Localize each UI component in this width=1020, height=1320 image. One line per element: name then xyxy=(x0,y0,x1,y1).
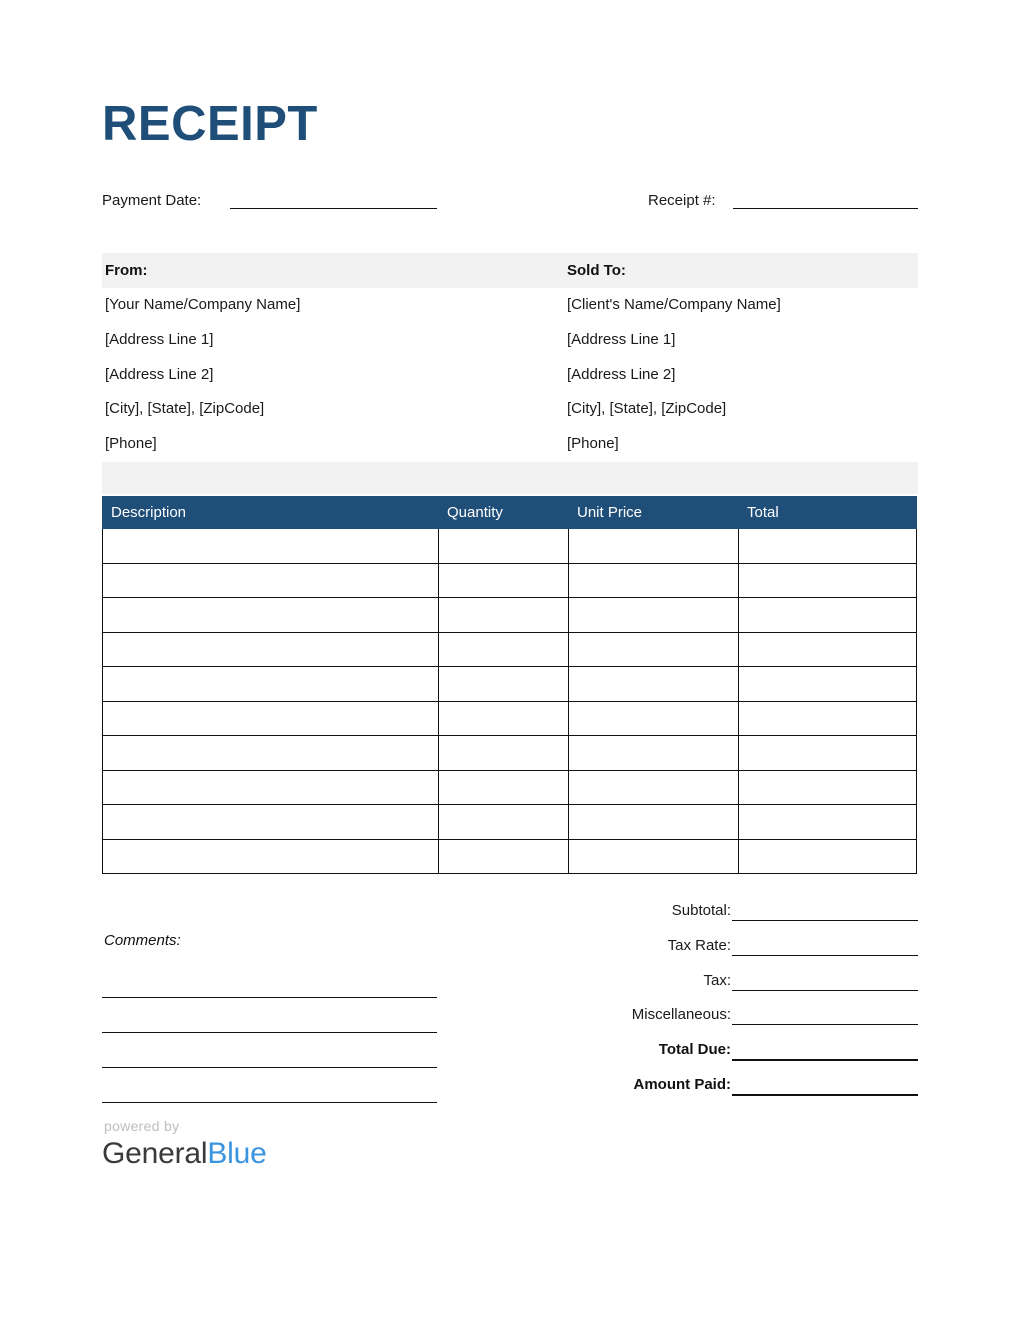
sold-to-address-line[interactable]: [City], [State], [ZipCode] xyxy=(567,400,727,418)
table-row xyxy=(103,598,917,633)
total-row-amount-paid xyxy=(542,1072,918,1107)
brand-name-first: General xyxy=(102,1137,208,1170)
table-row xyxy=(103,736,917,771)
from-header: From: xyxy=(105,262,148,279)
cell-total[interactable] xyxy=(739,529,917,564)
cell-description[interactable] xyxy=(103,839,439,874)
total-row-total-due xyxy=(542,1037,918,1072)
cell-unit-price[interactable] xyxy=(569,632,739,667)
subtotal-label: Subtotal: xyxy=(671,902,731,919)
cell-total[interactable] xyxy=(739,839,917,874)
tax-input[interactable] xyxy=(732,990,918,991)
address-body xyxy=(102,288,918,462)
cell-unit-price[interactable] xyxy=(569,805,739,840)
cell-total[interactable] xyxy=(739,736,917,771)
total-row-miscellaneous xyxy=(542,1002,918,1037)
cell-description[interactable] xyxy=(103,563,439,598)
table-row xyxy=(103,805,917,840)
line-items-table xyxy=(102,496,917,874)
from-address-line[interactable]: [Phone] xyxy=(105,435,157,453)
column-header-total: Total xyxy=(739,497,917,529)
cell-quantity[interactable] xyxy=(439,529,569,564)
receipt-meta-row xyxy=(102,190,918,218)
subtotal-input[interactable] xyxy=(732,920,918,921)
comments-input-line[interactable] xyxy=(102,1067,437,1068)
column-header-unit-price: Unit Price xyxy=(569,497,739,529)
table-row xyxy=(103,701,917,736)
cell-unit-price[interactable] xyxy=(569,563,739,598)
sold-to-header: Sold To: xyxy=(567,262,626,279)
cell-quantity[interactable] xyxy=(439,598,569,633)
cell-description[interactable] xyxy=(103,770,439,805)
comments-input-line[interactable] xyxy=(102,997,437,998)
cell-total[interactable] xyxy=(739,598,917,633)
total-row-tax-rate xyxy=(542,933,918,968)
receipt-number-label: Receipt #: xyxy=(648,192,716,209)
section-spacer-band xyxy=(102,462,918,494)
amount-paid-label: Amount Paid: xyxy=(633,1075,731,1093)
cell-quantity[interactable] xyxy=(439,563,569,598)
cell-total[interactable] xyxy=(739,632,917,667)
brand-name xyxy=(102,1137,402,1170)
cell-unit-price[interactable] xyxy=(569,598,739,633)
table-row xyxy=(103,667,917,702)
cell-unit-price[interactable] xyxy=(569,839,739,874)
tax-rate-input[interactable] xyxy=(732,955,918,956)
tax-label: Tax: xyxy=(703,971,731,989)
sold-to-address-line[interactable]: [Phone] xyxy=(567,435,619,453)
cell-quantity[interactable] xyxy=(439,839,569,874)
table-header-row xyxy=(103,497,917,529)
cell-description[interactable] xyxy=(103,529,439,564)
cell-unit-price[interactable] xyxy=(569,770,739,805)
payment-date-input[interactable] xyxy=(230,190,437,209)
payment-date-label: Payment Date: xyxy=(102,192,202,209)
cell-total[interactable] xyxy=(739,805,917,840)
sold-to-address-line[interactable]: [Address Line 2] xyxy=(567,365,676,383)
cell-description[interactable] xyxy=(103,701,439,736)
total-due-input[interactable] xyxy=(732,1059,918,1061)
cell-total[interactable] xyxy=(739,667,917,702)
cell-unit-price[interactable] xyxy=(569,701,739,736)
cell-quantity[interactable] xyxy=(439,701,569,736)
cell-unit-price[interactable] xyxy=(569,529,739,564)
miscellaneous-input[interactable] xyxy=(732,1024,918,1025)
table-row xyxy=(103,563,917,598)
comments-input-line[interactable] xyxy=(102,1032,437,1033)
column-header-quantity: Quantity xyxy=(439,497,569,529)
cell-unit-price[interactable] xyxy=(569,667,739,702)
sold-to-address-line[interactable]: [Address Line 1] xyxy=(567,330,676,348)
comments-input-line[interactable] xyxy=(102,1102,437,1103)
from-address-block xyxy=(105,288,545,462)
cell-quantity[interactable] xyxy=(439,632,569,667)
cell-description[interactable] xyxy=(103,805,439,840)
brand-logo xyxy=(102,1118,402,1170)
from-address-line[interactable]: [City], [State], [ZipCode] xyxy=(105,400,265,418)
total-row-tax xyxy=(542,968,918,1003)
amount-paid-input[interactable] xyxy=(732,1094,918,1096)
total-due-label: Total Due: xyxy=(658,1041,731,1059)
table-row xyxy=(103,632,917,667)
table-row xyxy=(103,839,917,874)
cell-unit-price[interactable] xyxy=(569,736,739,771)
from-address-line[interactable]: [Your Name/Company Name] xyxy=(105,296,301,313)
cell-description[interactable] xyxy=(103,632,439,667)
tax-rate-label: Tax Rate: xyxy=(667,936,731,954)
cell-quantity[interactable] xyxy=(439,736,569,771)
totals-block xyxy=(542,898,918,1107)
cell-description[interactable] xyxy=(103,736,439,771)
table-row xyxy=(103,770,917,805)
cell-quantity[interactable] xyxy=(439,770,569,805)
sold-to-address-block xyxy=(567,288,1007,462)
page-title: RECEIPT xyxy=(102,97,318,151)
from-address-line[interactable]: [Address Line 1] xyxy=(105,330,214,348)
receipt-sheet xyxy=(102,0,918,1320)
address-header-band xyxy=(102,253,918,288)
column-header-description: Description xyxy=(103,497,439,529)
miscellaneous-label: Miscellaneous: xyxy=(631,1006,731,1024)
brand-name-second: Blue xyxy=(207,1137,267,1170)
cell-quantity[interactable] xyxy=(439,805,569,840)
table-row xyxy=(103,529,917,564)
cell-total[interactable] xyxy=(739,770,917,805)
comments-label: Comments: xyxy=(104,932,181,949)
receipt-number-input[interactable] xyxy=(733,190,918,209)
total-row-subtotal xyxy=(542,898,918,933)
sold-to-address-line[interactable]: [Client's Name/Company Name] xyxy=(567,296,781,313)
cell-description[interactable] xyxy=(103,598,439,633)
cell-quantity[interactable] xyxy=(439,667,569,702)
from-address-line[interactable]: [Address Line 2] xyxy=(105,365,214,383)
powered-by-label: powered by xyxy=(104,1118,180,1134)
cell-total[interactable] xyxy=(739,701,917,736)
cell-total[interactable] xyxy=(739,563,917,598)
cell-description[interactable] xyxy=(103,667,439,702)
